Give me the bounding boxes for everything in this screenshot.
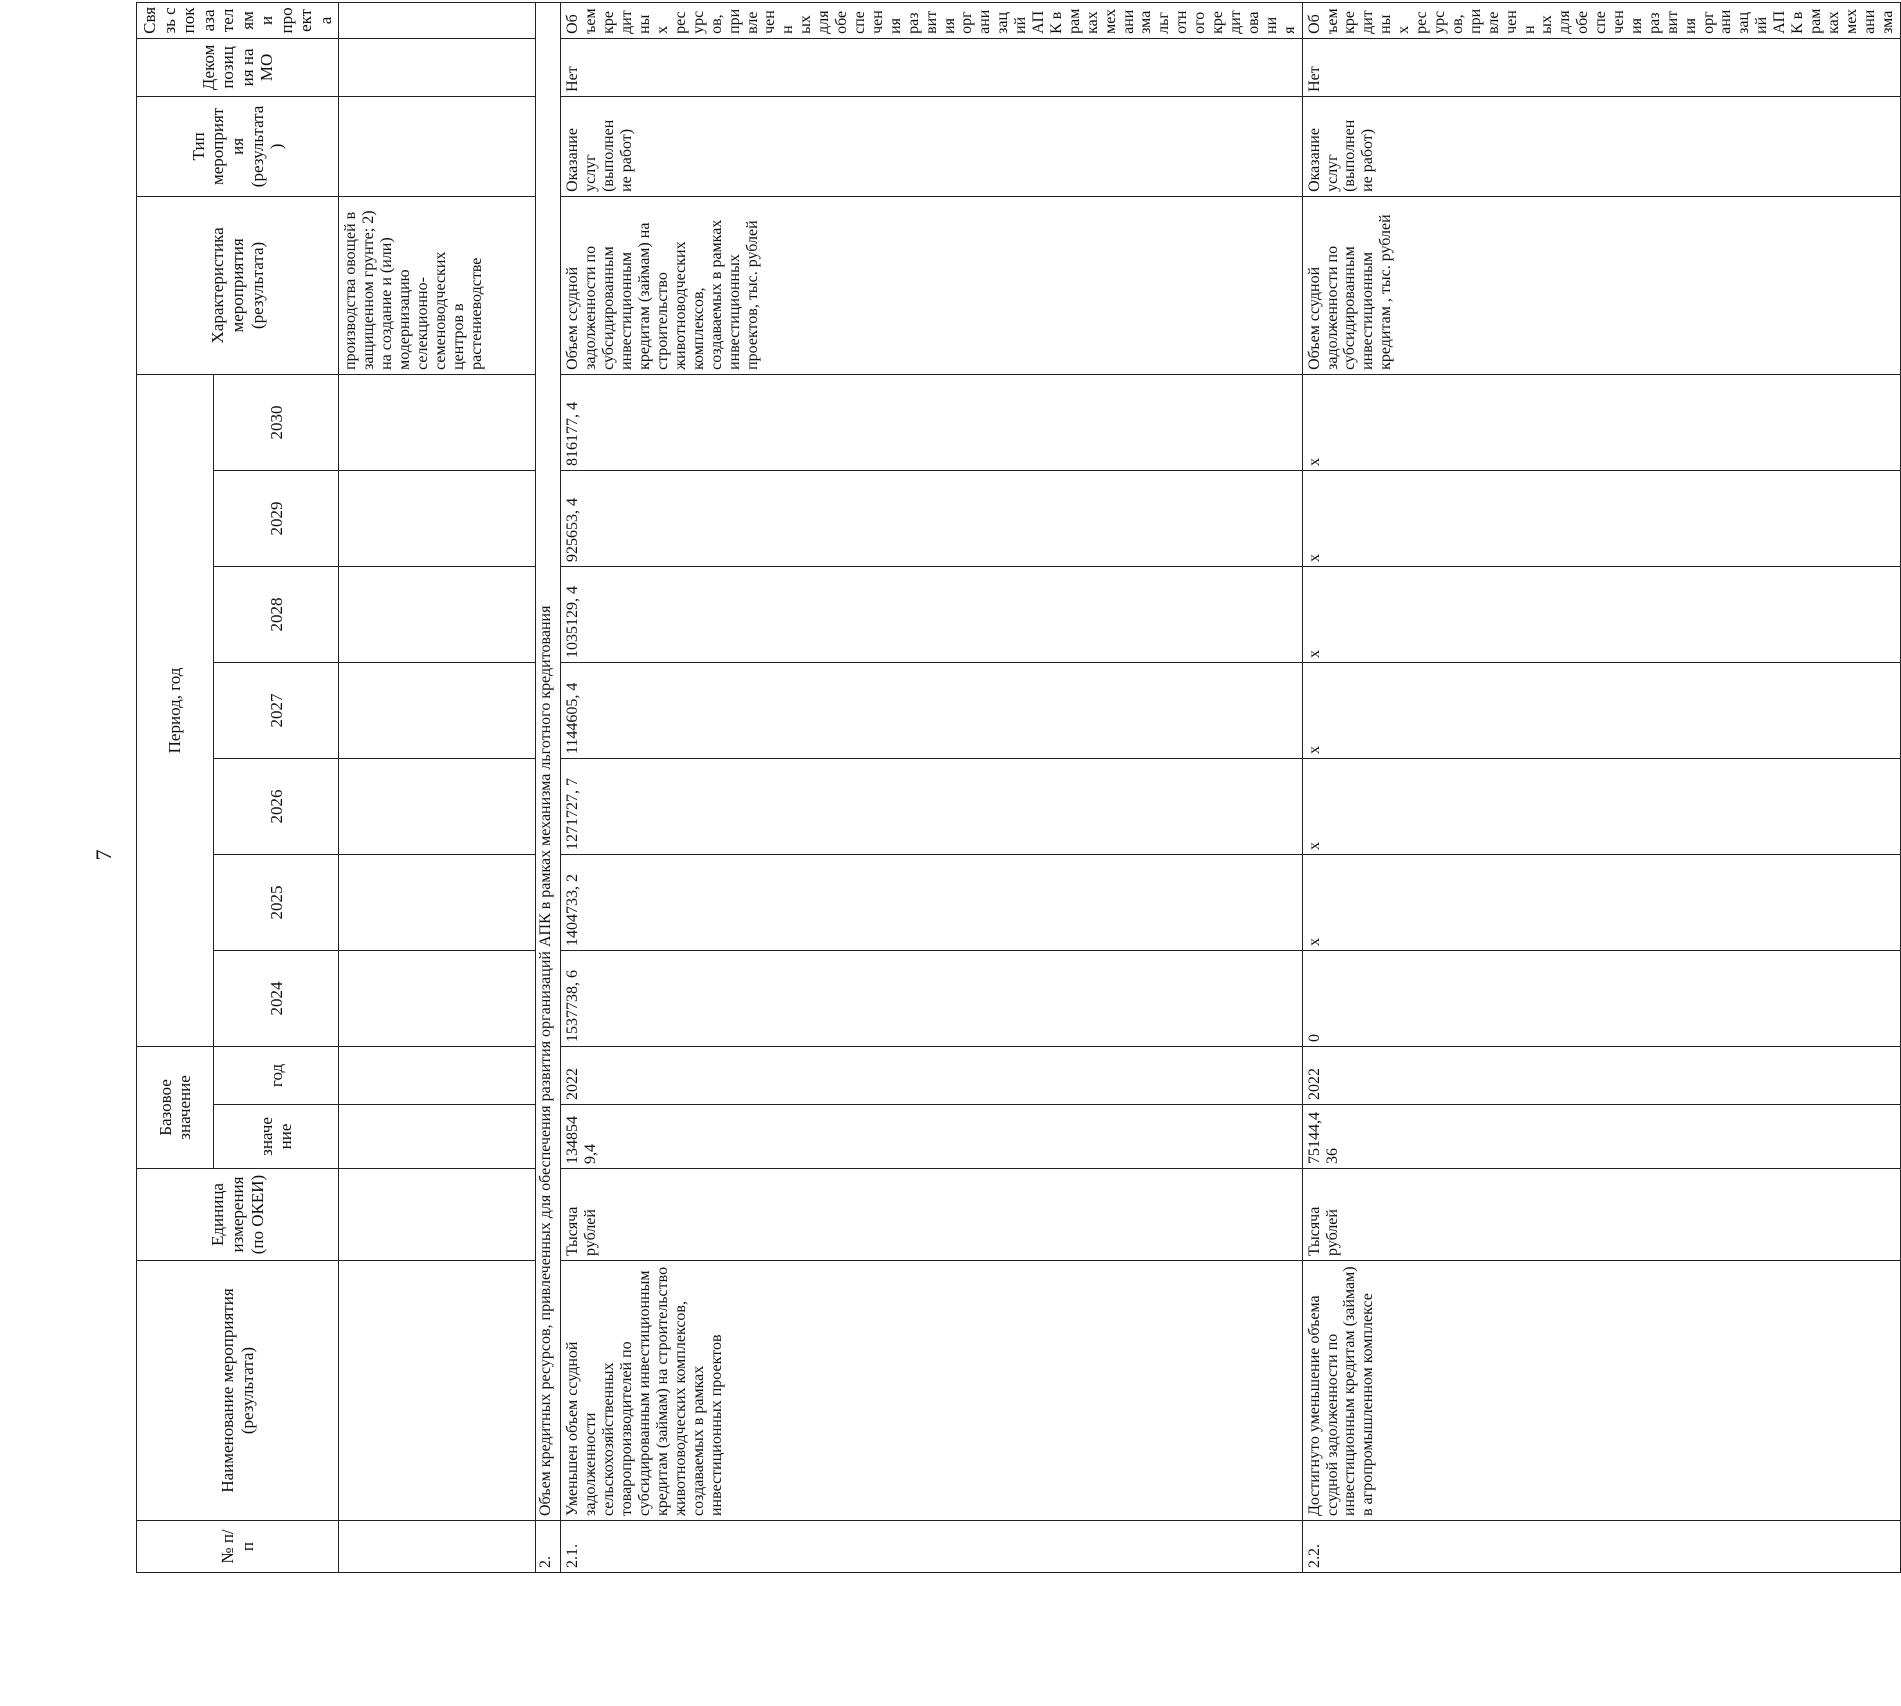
row-year-value: 1537738, 6 [561, 950, 1302, 1046]
row-base-value: 75144,4 36 [1302, 1105, 1900, 1169]
row-year-value: 816177, 4 [561, 374, 1302, 470]
section-num: 2. [536, 1521, 561, 1573]
header-row [137, 2, 214, 1572]
row-link: Объем кредитных ресурсов, привлеченн ых для обеспечения развития организаций АПК в рамках механизма льготного кредитовани я [561, 2, 1302, 38]
table-row [561, 2, 1302, 1572]
header-decomp: Деком позиц ия на МО [137, 38, 339, 96]
row-link: Объем кредитных ресурсов, привлеченн ых для обеспечения развития организаций АПК в рамках механизма [1302, 2, 1900, 38]
row-base-value: 134854 9,4 [561, 1105, 1302, 1169]
row-base-year: 2022 [1302, 1046, 1900, 1104]
header-year: 2030 [214, 374, 339, 470]
header-char: Характеристика мероприятия (результата) [137, 196, 339, 374]
header-num: № п/п [137, 1521, 339, 1573]
continuation-char: производства овощей в защищенном грунте; 2) на создание и (или) модернизацию селекционно- семеноводческих центров в растениеводстве [339, 196, 536, 374]
section-row [536, 2, 561, 1572]
header-year: 2025 [214, 854, 339, 950]
header-year: 2026 [214, 758, 339, 854]
row-year-value: x [1302, 854, 1900, 950]
row-year-value: 1404733, 2 [561, 854, 1302, 950]
row-year-value: 925653, 4 [561, 470, 1302, 566]
row-unit: Тысяча рублей [561, 1169, 1302, 1261]
header-link: Связь с показателям и проекта [137, 2, 339, 38]
header-year: 2028 [214, 566, 339, 662]
row-year-value: 1035129, 4 [561, 566, 1302, 662]
header-unit: Единица измерения (по ОКЕИ) [137, 1169, 339, 1261]
continuation-row [339, 2, 536, 1572]
header-base-year: год [214, 1046, 339, 1104]
row-year-value: 1144605, 4 [561, 662, 1302, 758]
row-year-value: x [1302, 758, 1900, 854]
rotated-page-content [136, 3, 1896, 1573]
header-year: 2029 [214, 470, 339, 566]
header-name: Наименование мероприятия (результата) [137, 1261, 339, 1521]
row-year-value: 0 [1302, 950, 1900, 1046]
row-type: Оказание услуг (выполнен ие работ) [561, 96, 1302, 196]
header-base-value: значе ние [214, 1105, 339, 1169]
header-type: Тип мероприят ия (результата ) [137, 96, 339, 196]
row-decomp: Нет [1302, 38, 1900, 96]
row-name: Уменьшен объем ссудной задолженности сельскохозяйственных товаропроизводителей по субсидированным инвестиционным кредитам (займам) на строительство животноводческих комплексов, создаваемых в рамках инвестиционных проектов [561, 1261, 1302, 1521]
row-type: Оказание услуг (выполнен ие работ) [1302, 96, 1900, 196]
row-year-value: 1271727, 7 [561, 758, 1302, 854]
row-year-value: x [1302, 470, 1900, 566]
row-decomp: Нет [561, 38, 1302, 96]
row-num: 2.2. [1302, 1521, 1900, 1573]
row-name: Достигнуто уменьшение объема ссудной задолженности по инвестиционным кредитам (займам) в агропромышленном комплексе [1302, 1261, 1900, 1521]
section-title: Объем кредитных ресурсов, привлеченных для обеспечения развития организаций АПК в рамках механизма льготного кредитования [536, 2, 561, 1520]
header-base: Базовое значение [137, 1046, 214, 1168]
page-number: 7 [91, 849, 116, 861]
row-char: Объем ссудной задолженности по субсидированным инвестиционным кредитам , тыс. рублей [1302, 196, 1900, 374]
row-year-value: x [1302, 566, 1900, 662]
header-period: Период, год [137, 374, 214, 1046]
row-char: Объем ссудной задолженности по субсидированным инвестиционным кредитам (займам) на строительство животноводческих комплексов, создаваемых в рамках инвестиционных проектов, тыс. рублей [561, 196, 1302, 374]
measures-table [136, 2, 1901, 1573]
header-year: 2027 [214, 662, 339, 758]
row-num: 2.1. [561, 1521, 1302, 1573]
row-unit: Тысяча рублей [1302, 1169, 1900, 1261]
row-year-value: x [1302, 374, 1900, 470]
header-year: 2024 [214, 950, 339, 1046]
row-year-value: x [1302, 662, 1900, 758]
table-row [1302, 2, 1900, 1572]
row-base-year: 2022 [561, 1046, 1302, 1104]
